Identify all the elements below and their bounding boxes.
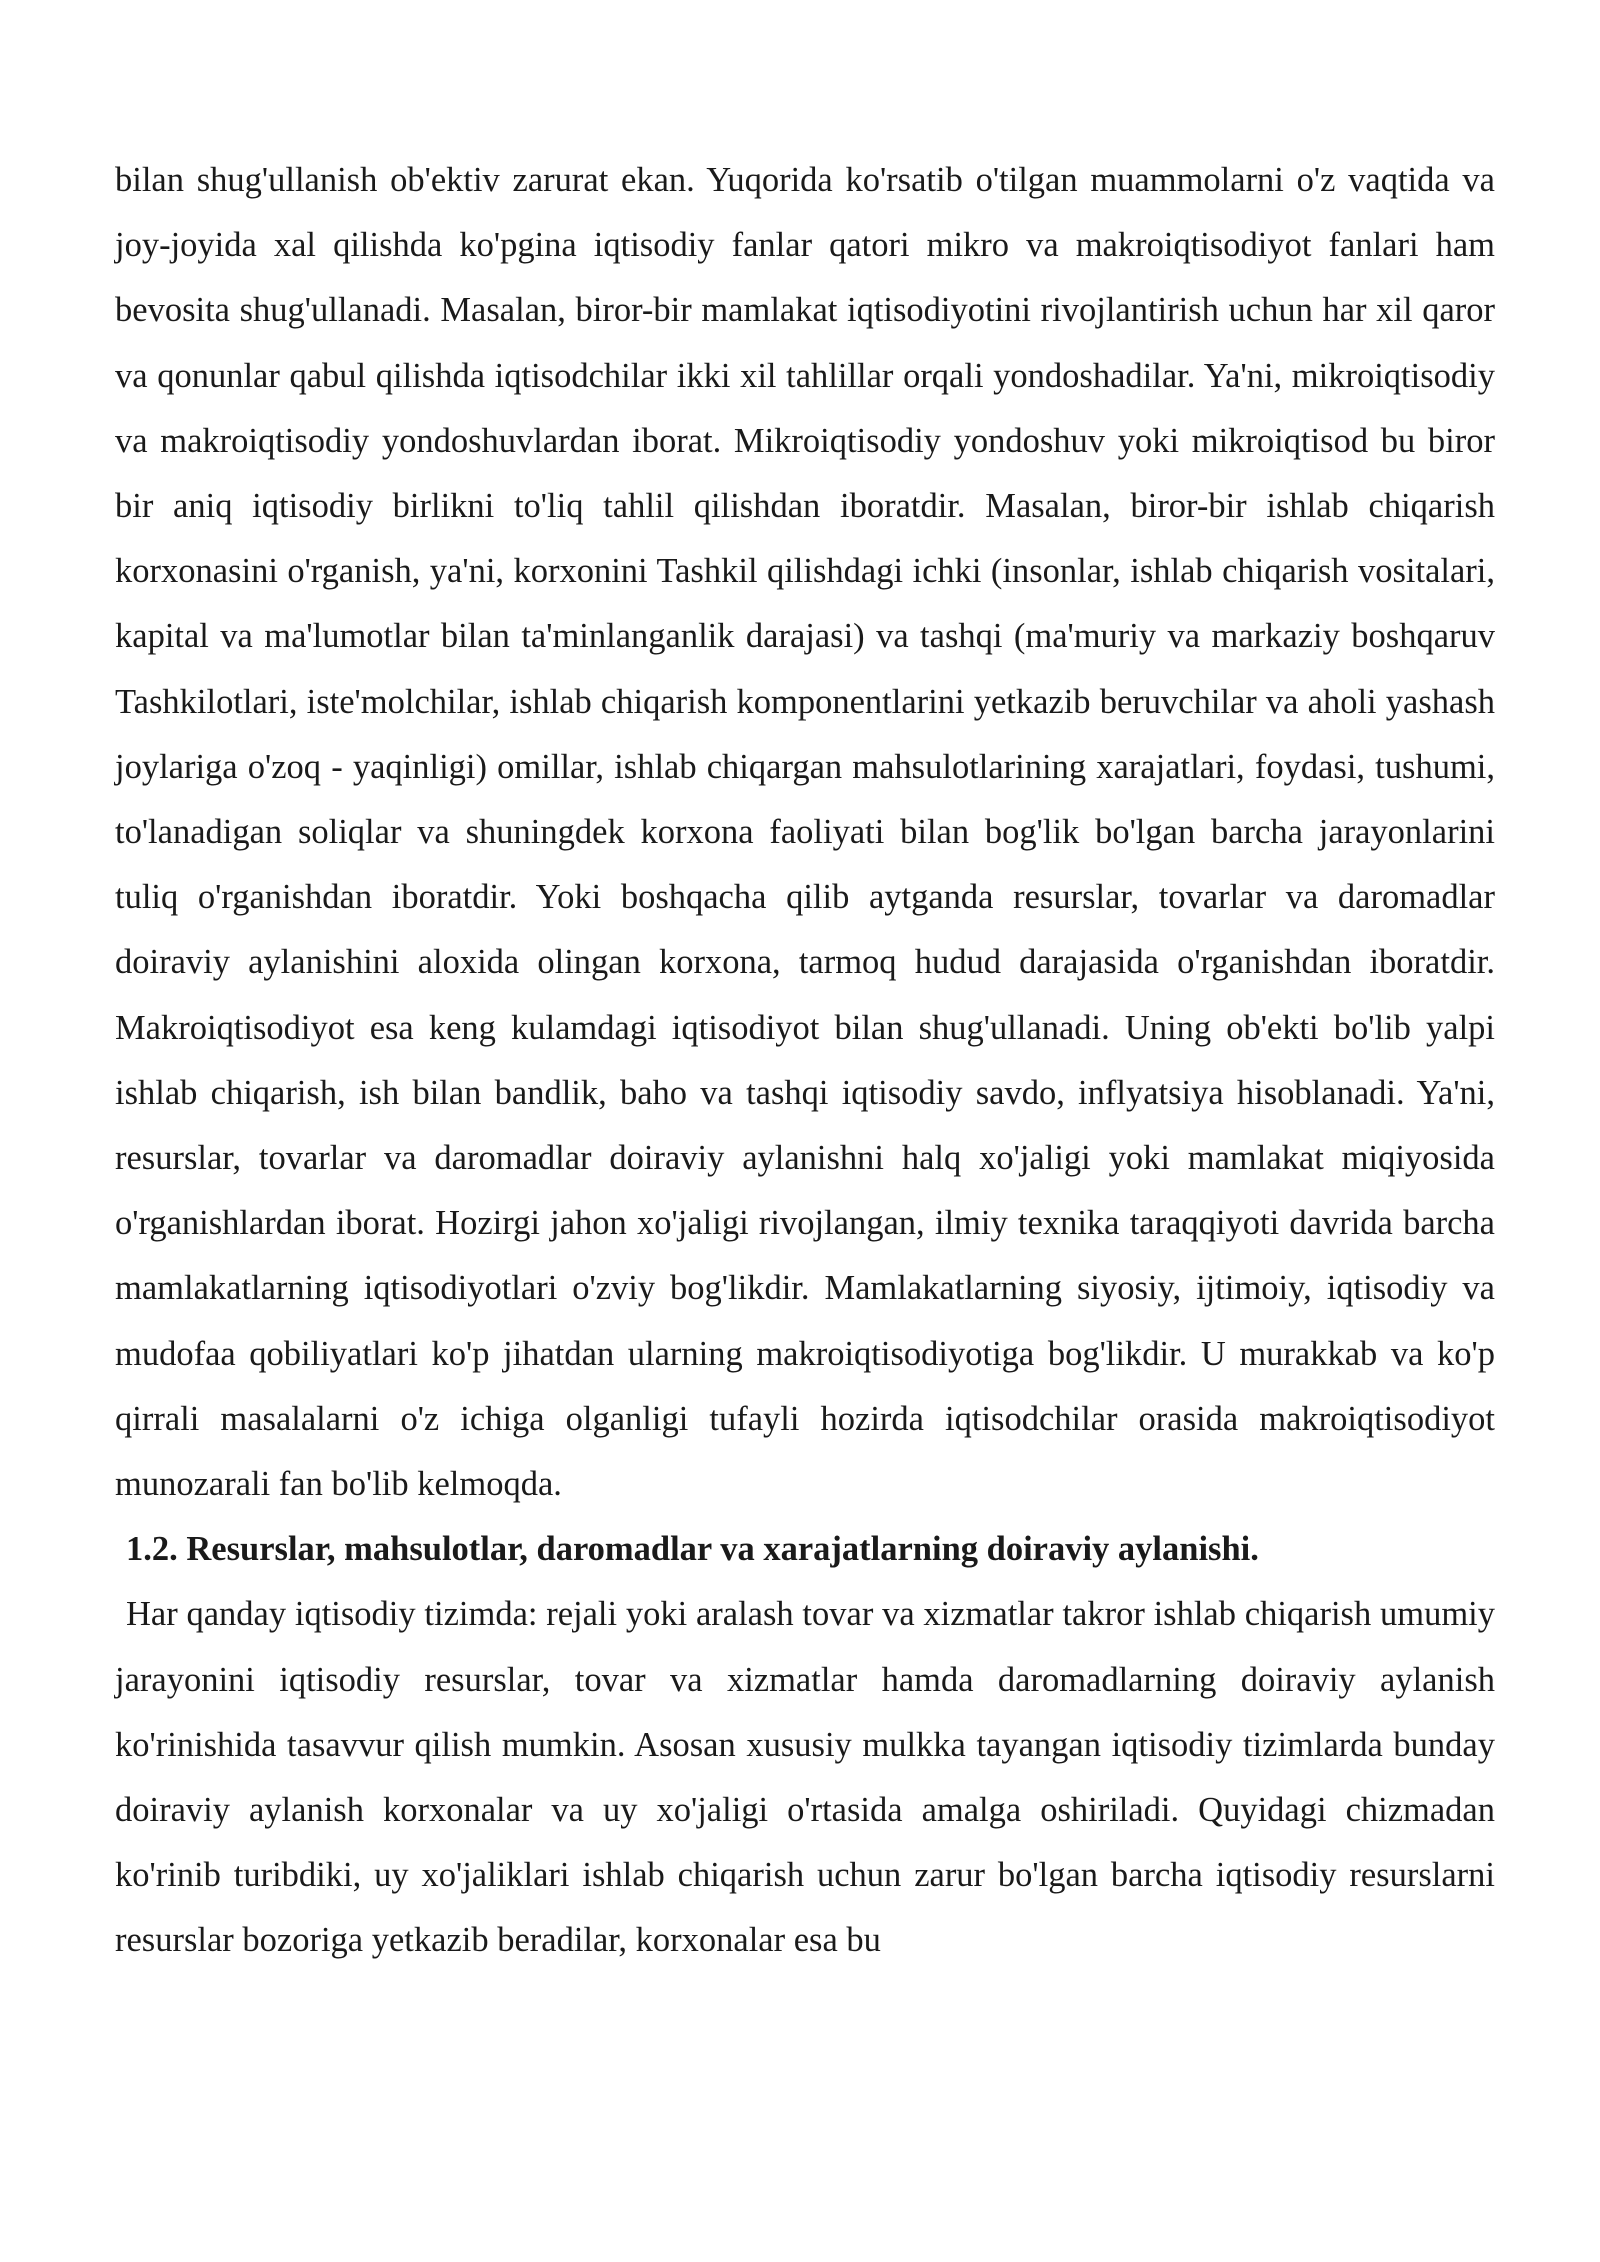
- section-heading: 1.2. Resurslar, mahsulotlar, daromadlar va xarajatlarning doiraviy aylanishi.: [126, 1530, 1259, 1569]
- body-paragraph: bilan shug'ullanish ob'ektiv zarurat ekan. Yuqorida ko'rsatib o'tilgan muammolarni o'z vaqtida va joy-joyida xal qilishda ko'pgina iqtisodiy fanlar qatori mikro va makroiqtisodiyot fanlari ham bevosita shug'ullanadi. Masalan, biror-bir mamlakat iqtisodiyotini rivojlantirish uchun har xil qaror va qonunlar qabul qilishda iqtisodchilar ikki xil tahlillar orqali yondoshadilar. Ya'ni, mikroiqtisodiy va makroiqtisodiy yondoshuvlardan iborat. Mikroiqtisodiy yondoshuv yoki mikroiqtisod bu biror bir aniq iqtisodiy birlikni to'liq tahlil qilishdan iboratdir. Masalan, biror-bir ishlab chiqarish korxonasini o'rganish, ya'ni, korxonini Tashkil qilishdagi ichki (insonlar, ishlab chiqarish vositalari, kapital va ma'lumotlar bilan ta'minlanganlik darajasi) va tashqi (ma'muriy va markaziy boshqaruv Tashkilotlari, iste'molchilar, ishlab chiqarish komponentlarini yetkazib beruvchilar va aholi yashash joylariga o'zoq - yaqinligi) omillar, ishlab chiqargan mahsulotlarining xarajatlari, foydasi, tushumi, to'lanadigan soliqlar va shuningdek korxona faoliyati bilan bog'lik bo'lgan barcha jarayonlarini tuliq o'rganishdan iboratdir. Yoki boshqacha qilib aytganda resurslar, tovarlar va daromadlar doiraviy aylanishini aloxida olingan korxona, tarmoq hudud darajasida o'rganishdan iboratdir. Makroiqtisodiyot esa keng kulamdagi iqtisodiyot bilan shug'ullanadi. Uning ob'ekti bo'lib yalpi ishlab chiqarish, ish bilan bandlik, baho va tashqi iqtisodiy savdo, inflyatsiya hisoblanadi. Ya'ni, resurslar, tovarlar va daromadlar doiraviy aylanishni halq xo'jaligi yoki mamlakat miqiyosida o'rganishlardan iborat. Hozirgi jahon xo'jaligi rivojlangan, ilmiy texnika taraqqiyoti davrida barcha mamlakatlarning iqtisodiyotlari o'zviy bog'likdir. Mamlakatlarning siyosiy, ijtimoiy, iqtisodiy va mudofaa qobiliyatlari ko'p jihatdan ularning makroiqtisodiyotiga bog'likdir. U murakkab va ko'p qirrali masalalarni o'z ichiga olganligi tufayli hozirda iqtisodchilar orasida makroiqtisodiyot munozarali fan bo'lib kelmoqda.: [115, 161, 1495, 1504]
- document-page: [115, 148, 1495, 1974]
- body-paragraph: Har qanday iqtisodiy tizimda: rejali yoki aralash tovar va xizmatlar takror ishlab chiqarish umumiy jarayonini iqtisodiy resurslar, tovar va xizmatlar hamda daromadlarning doiraviy aylanish ko'rinishida tasavvur qilish mumkin. Asosan xususiy mulkka tayangan iqtisodiy tizimlarda bunday doiraviy aylanish korxonalar va uy xo'jaligi o'rtasida amalga oshiriladi. Quyidagi chizmadan ko'rinib turibdiki, uy xo'jaliklari ishlab chiqarish uchun zarur bo'lgan barcha iqtisodiy resurslarni resurslar bozoriga yetkazib beradilar, korxonalar esa bu: [115, 1595, 1495, 1960]
